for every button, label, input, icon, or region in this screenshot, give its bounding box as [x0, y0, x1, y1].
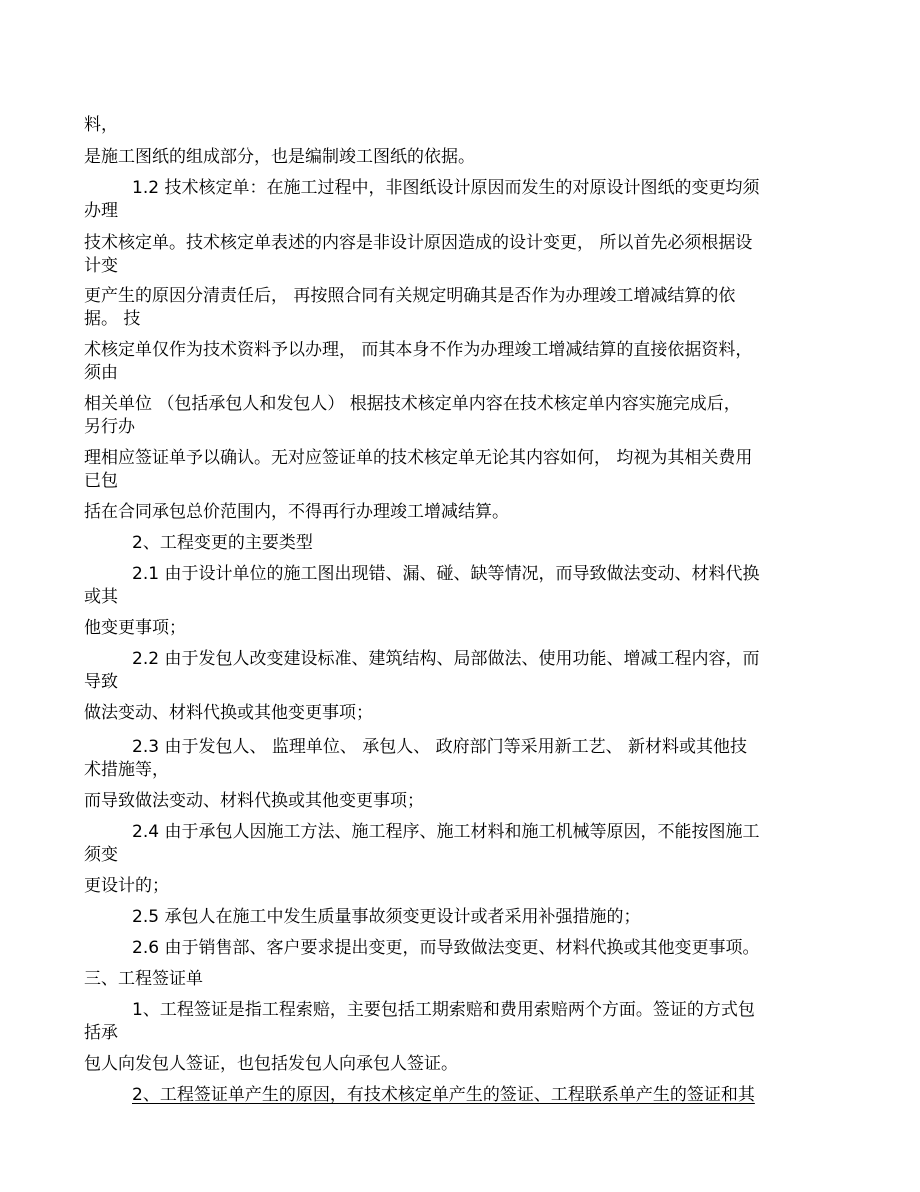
text-line: 做法变动、材料代换或其他变更事项； [84, 703, 373, 723]
text-line: 办理 [84, 201, 118, 221]
text-line: 理相应签证单予以确认。无对应签证单的技术核定单无论其内容如何， 均视为其相关费用 [84, 448, 753, 468]
text-line: 括承 [84, 1023, 118, 1043]
text-line: 1.2 技术核定单：在施工过程中，非图纸设计原因而发生的对原设计图纸的变更均须 [132, 178, 760, 198]
text-line: 另行办 [84, 417, 135, 437]
text-line: 他变更事项； [84, 618, 186, 638]
text-line: 2.1 由于设计单位的施工图出现错、漏、碰、缺等情况，而导致做法变动、材料代换 [132, 564, 760, 584]
text-line: 2.3 由于发包人、 监理单位、 承包人、 政府部门等采用新工艺、 新材料或其他技 [132, 737, 748, 757]
text-line: 2.4 由于承包人因施工方法、施工程序、施工材料和施工机械等原因，不能按图施工 [132, 822, 760, 842]
text-line: 术措施等， [84, 760, 169, 780]
text-line: 是施工图纸的组成部分，也是编制竣工图纸的依据。 [84, 147, 475, 167]
text-line: 术核定单仅作为技术资料予以办理， 而其本身不作为办理竣工增减结算的直接依据资料， [84, 340, 753, 360]
text-line: 2.5 承包人在施工中发生质量事故须变更设计或者采用补强措施的； [132, 907, 641, 927]
text-line: 技术核定单。技术核定单表述的内容是非设计原因造成的设计变更， 所以首先必须根据设 [84, 233, 753, 253]
text-line: 或其 [84, 587, 118, 607]
text-line: 2.2 由于发包人改变建设标准、建筑结构、局部做法、使用功能、增减工程内容，而 [132, 649, 760, 669]
text-line: 2、工程变更的主要类型 [132, 533, 313, 553]
text-line: 须由 [84, 363, 118, 383]
text-line-underlined: 2、工程签证单产生的原因，有技术核定单产生的签证、工程联系单产生的签证和其 [132, 1085, 755, 1105]
text-line: 括在合同承包总价范围内，不得再行办理竣工增减结算。 [84, 502, 509, 522]
text-line: 须变 [84, 845, 118, 865]
text-line: 已包 [84, 471, 118, 491]
text-line: 更产生的原因分清责任后， 再按照合同有关规定明确其是否作为办理竣工增减结算的依 [84, 286, 736, 306]
text-line: 料， [84, 115, 118, 135]
text-line: 三、工程签证单 [84, 969, 203, 989]
text-line: 计变 [84, 256, 118, 276]
text-line: 导致 [84, 672, 118, 692]
text-line: 而导致做法变动、材料代换或其他变更事项； [84, 791, 424, 811]
text-line: 2.6 由于销售部、客户要求提出变更，而导致做法变更、材料代换或其他变更事项。 [132, 938, 760, 958]
text-line: 1、工程签证是指工程索赔，主要包括工期索赔和费用索赔两个方面。签证的方式包 [132, 1000, 755, 1020]
text-line: 更设计的； [84, 876, 169, 896]
text-line: 相关单位 （包括承包人和发包人） 根据技术核定单内容在技术核定单内容实施完成后， [84, 394, 741, 414]
text-line: 包人向发包人签证，也包括发包人向承包人签证。 [84, 1054, 458, 1074]
text-line: 据。 技 [84, 309, 141, 329]
